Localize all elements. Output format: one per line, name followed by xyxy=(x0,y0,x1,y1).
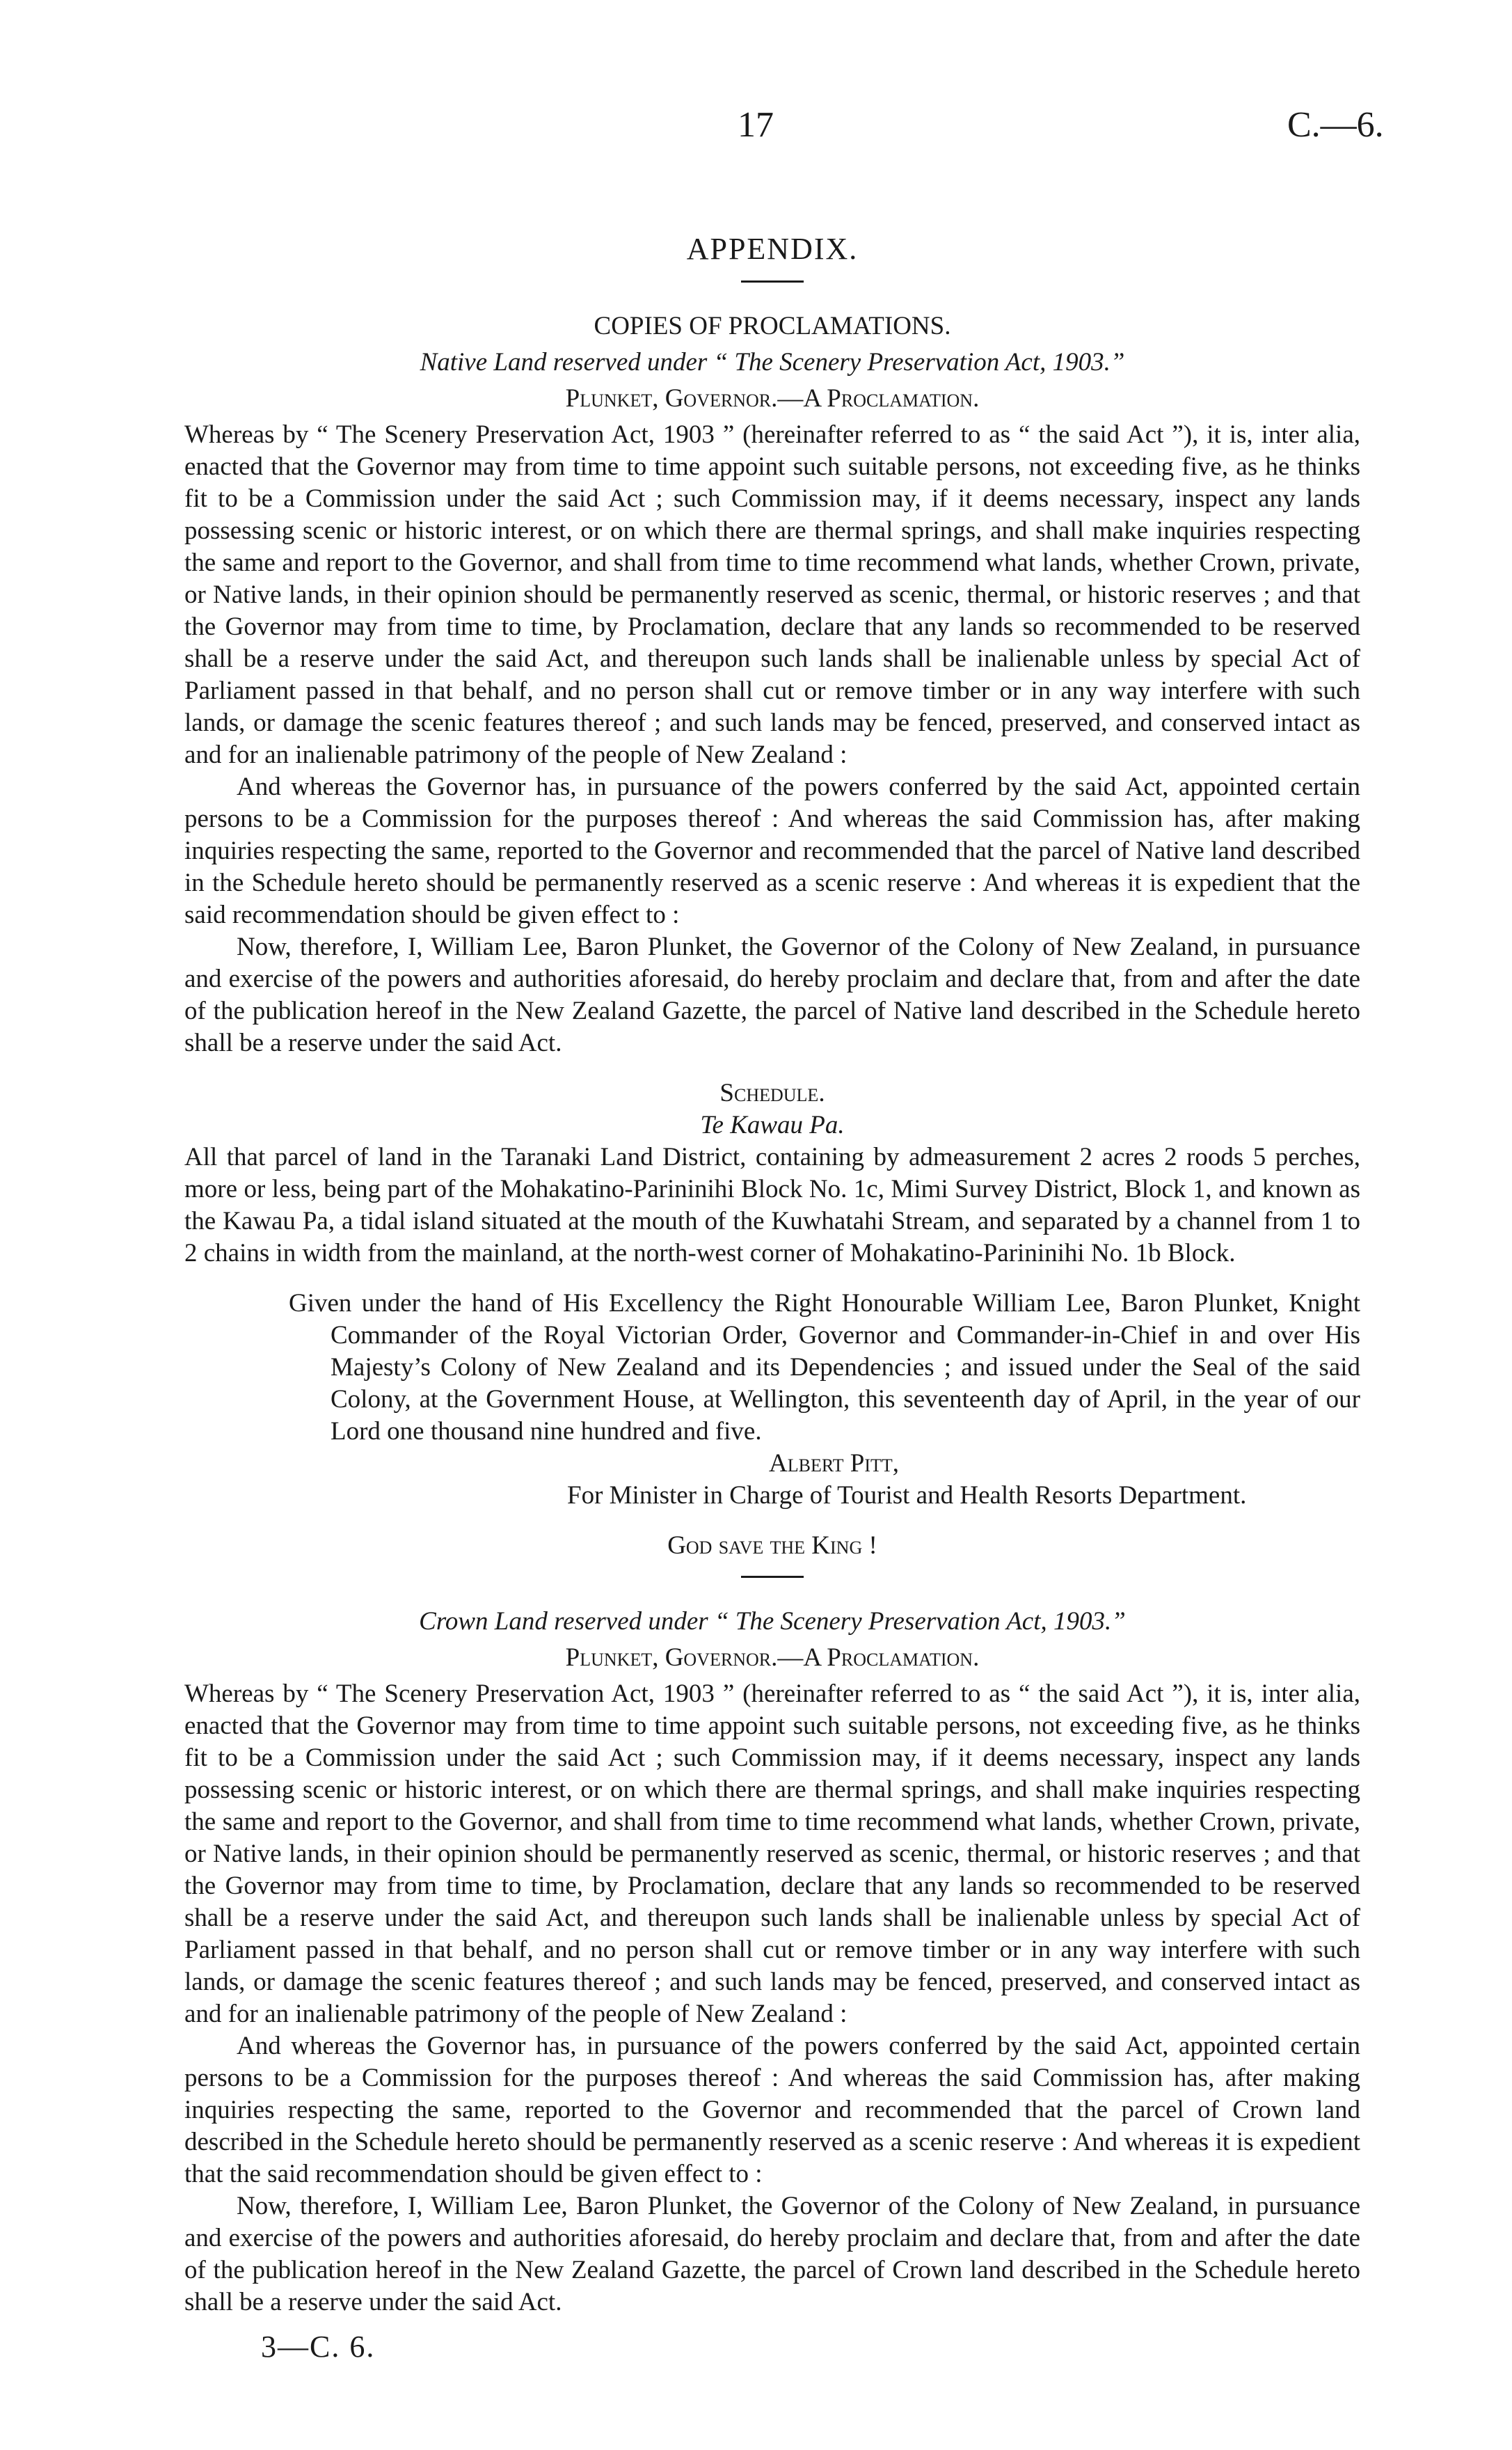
now-therefore-paragraph: Now, therefore, I, William Lee, Baron Plunket, the Governor of the Colony of New Zealand, in pursuance and exercise of the powers and authorities aforesaid, do hereby proclaim and declare that, from and after the date of the publication hereof in the New Zealand Gazette, the parcel of Crown land described in the Schedule hereto shall be a reserve under the said Act. xyxy=(184,2192,1360,2316)
closing-line: God save the King ! xyxy=(667,1531,877,1560)
page-number: 17 xyxy=(738,105,774,145)
minister-line: For Minister in Charge of Tourist and Health Resorts Department. xyxy=(567,1481,1247,1510)
and-whereas-paragraph: And whereas the Governor has, in pursuance of the powers conferred by the said Act, appointed certain persons to be a Commission for the purposes thereof : And whereas the said Commission has, after making inquiries respecting the same, reported to the Governor and recommended that the parcel of Native land described in the Schedule hereto should be permanently reserved as a scenic reserve : And whereas it is expedient that the said recommendation should be given effect to : xyxy=(184,773,1360,929)
document-reference: C.—6. xyxy=(1287,105,1384,145)
whereas-paragraph: Whereas by “ The Scenery Preservation Act, 1903 ” (hereinafter referred to as “ the said Act ”), it is, inter alia, enacted that the Governor may from time to time appoint such suitable persons, not exceeding five, as he thinks fit to be a Commission under the said Act ; such Commission may, if it deems necessary, inspect any lands possessing scenic or historic interest, or on which there are thermal springs, and shall make inquiries respecting the same and report to the Governor, and shall from time to time recommend what lands, whether Crown, private, or Native lands, in their opinion should be permanently reserved as scenic, thermal, or historic reserves ; and that the Governor may from time to time, by Proclamation, declare that any lands so recommended to be reserved shall be a reserve under the said Act, and thereupon such lands shall be inalienable unless by special Act of Parliament passed in that behalf, and no person shall cut or remove timber or in any way interfere with such lands, or damage the scenic features thereof ; and such lands may be fenced, preserved, and conserved intact as and for an inalienable patrimony of the people of New Zealand : xyxy=(184,420,1360,769)
schedule-heading: Schedule. xyxy=(719,1079,825,1107)
proclamation-crown-land xyxy=(184,1606,1360,2318)
schedule-subtitle: Te Kawau Pa. xyxy=(700,1111,845,1139)
section-title: COPIES OF PROCLAMATIONS. xyxy=(594,312,951,340)
appendix-title: APPENDIX. xyxy=(686,232,859,266)
divider xyxy=(741,1576,804,1578)
governor-line: Plunket, Governor.—A Proclamation. xyxy=(565,384,980,413)
and-whereas-paragraph: And whereas the Governor has, in pursuance of the powers conferred by the said Act, appointed certain persons to be a Commission for the purposes thereof : And whereas the said Commission has, after making inquiries respecting the same, reported to the Governor and recommended that the parcel of Crown land described in the Schedule hereto should be permanently reserved as a scenic reserve : And whereas it is expedient that the said recommendation should be given effect to : xyxy=(184,2032,1360,2188)
signatory: Albert Pitt, xyxy=(769,1449,899,1478)
proclamation-title: Native Land reserved under “ The Scenery Preservation Act, 1903.” xyxy=(420,348,1125,377)
page-content xyxy=(184,233,1360,2363)
given-under-paragraph: Given under the hand of His Excellency the Right Honourable William Lee, Baron Plunket, Knight Commander of the Royal Victorian Order, Governor and Commander-in-Chief in and over His Majesty’s Colony of New Zealand and its Dependencies ; and issued under the Seal of the said Colony, at the Government House, at Wellington, this seventeenth day of April, in the year of our Lord one thousand nine hundred and five. xyxy=(289,1289,1360,1446)
proclamation-title: Crown Land reserved under “ The Scenery Preservation Act, 1903.” xyxy=(419,1607,1126,1636)
proclamation-native-land xyxy=(184,347,1360,1578)
schedule-text: All that parcel of land in the Taranaki Land District, containing by admeasurement 2 acres 2 roods 5 perches, more or less, being part of the Mohakatino-Parininihi Block No. 1c, Mimi Survey District, Block 1, and known as the Kawau Pa, a tidal island situated at the mouth of the Kuwhatahi Stream, and separated by a channel from 1 to 2 chains in width from the mainland, at the north-west corner of Mohakatino-Parininihi No. 1b Block. xyxy=(184,1143,1360,1267)
governor-line: Plunket, Governor.—A Proclamation. xyxy=(565,1643,980,1672)
signature-mark: 3—C. 6. xyxy=(261,2330,376,2364)
now-therefore-paragraph: Now, therefore, I, William Lee, Baron Plunket, the Governor of the Colony of New Zealand, in pursuance and exercise of the powers and authorities aforesaid, do hereby proclaim and declare that, from and after the date of the publication hereof in the New Zealand Gazette, the parcel of Native land described in the Schedule hereto shall be a reserve under the said Act. xyxy=(184,933,1360,1057)
whereas-paragraph: Whereas by “ The Scenery Preservation Act, 1903 ” (hereinafter referred to as “ the said Act ”), it is, inter alia, enacted that the Governor may from time to time appoint such suitable persons, not exceeding five, as he thinks fit to be a Commission under the said Act ; such Commission may, if it deems necessary, inspect any lands possessing scenic or historic interest, or on which there are thermal springs, and shall make inquiries respecting the same and report to the Governor, and shall from time to time recommend what lands, whether Crown, private, or Native lands, in their opinion should be permanently reserved as scenic, thermal, or historic reserves ; and that the Governor may from time to time, by Proclamation, declare that any lands so recommended to be reserved shall be a reserve under the said Act, and thereupon such lands shall be inalienable unless by special Act of Parliament passed in that behalf, and no person shall cut or remove timber or in any way interfere with such lands, or damage the scenic features thereof ; and such lands may be fenced, preserved, and conserved intact as and for an inalienable patrimony of the people of New Zealand : xyxy=(184,1680,1360,2028)
divider xyxy=(741,280,804,283)
